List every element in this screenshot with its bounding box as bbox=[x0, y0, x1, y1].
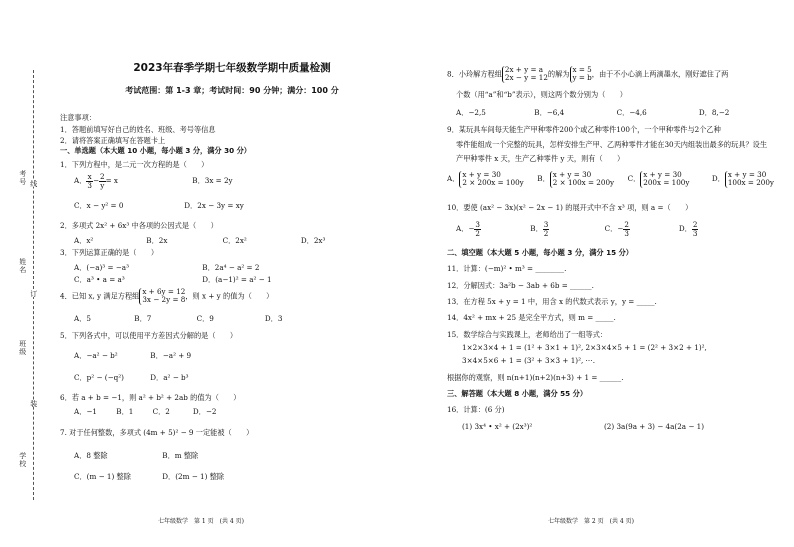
question-9-option-a: A． x + y = 30 2 × 200x = 100y bbox=[447, 170, 524, 188]
page-footer-left: 七年级数学 第 1 页 (共 4 页) bbox=[158, 518, 244, 525]
question-1-option-d: D．2x − 3y = xy bbox=[184, 201, 244, 210]
question-3-options-2 bbox=[74, 275, 272, 284]
question-11: 11．计算：(−m)² • m³ = ________. bbox=[447, 264, 567, 273]
question-8-stem: 8．小玲解方程组 2x + y = a 2x − y = 12 的解为 x = 5 y = b ，由于不小心滴上两滴墨水，刚好遮住了两 bbox=[447, 65, 729, 83]
question-8-option-a: A．−2,5 bbox=[456, 108, 486, 117]
question-6-stem: 6．若 a + b = −1，则 a² + b² + 2ab 的值为（ ） bbox=[60, 393, 241, 402]
question-15-line-2: 1×2×3×4 + 1 = (1² + 3×1 + 1)², 2×3×4×5 + 1 = (2² + 3×2 + 1)², bbox=[462, 343, 707, 352]
question-15-line-3: 3×4×5×6 + 1 = (3² + 3×3 + 1)², ⋯. bbox=[462, 356, 596, 365]
exam-title: 2023年春季学期七年级数学期中质量检测 bbox=[133, 62, 331, 74]
school-label: 学校 bbox=[18, 452, 27, 468]
question-9-line-3: 产甲种零件 x 天，生产乙种零件 y 天，则有（ ） bbox=[456, 154, 625, 163]
cut-line bbox=[33, 70, 34, 500]
question-15-line-1: 15．数学综合与实践课上，老师给出了一组等式： bbox=[447, 330, 608, 339]
question-10-stem: 10．要使 (ax² − 3x)(x² − 2x − 1) 的展开式中不含 x³ 项，则 a =（ ） bbox=[447, 203, 693, 212]
question-7-option-b: B．m 整除 bbox=[162, 451, 199, 460]
question-7-options bbox=[74, 451, 198, 460]
exam-number-label: 考号 bbox=[18, 170, 27, 186]
question-4-option-d: D．3 bbox=[264, 314, 283, 323]
notice-item: 2．请将答案正确填写在答题卡上 bbox=[60, 136, 166, 145]
question-10-option-a: A．− $\frac{3}{2}$ bbox=[456, 220, 480, 238]
question-1-options-2 bbox=[74, 201, 244, 210]
question-3-option-d: D．(a−1)² = a² − 1 bbox=[202, 275, 272, 284]
question-9-option-c: C． x + y = 30 200x = 100y bbox=[627, 170, 690, 188]
question-4-option-c: C．9 bbox=[196, 314, 214, 323]
question-7-options-2 bbox=[74, 472, 224, 481]
question-1-options bbox=[74, 173, 233, 189]
equation-system: 2x + y = a 2x − y = 12 bbox=[502, 66, 548, 83]
question-3-option-a: A．(−a)³ = −a³ bbox=[74, 263, 129, 272]
question-16-stem: 16．计算：(6 分) bbox=[447, 405, 505, 414]
question-13: 13．在方程 5x + y = 1 中，用含 x 的代数式表示 y，y = _____. bbox=[447, 297, 657, 306]
question-7-option-a: A．8 整除 bbox=[74, 451, 108, 460]
page-footer-right: 七年级数学 第 2 页 (共 4 页) bbox=[548, 518, 634, 525]
question-16-part-1: (1) 3x⁴ • x² + (2x³)² bbox=[462, 422, 533, 431]
question-5-option-a: A．−a² − b² bbox=[74, 351, 118, 360]
section-heading-single-choice: 一、单选题（本大题 10 小题，每小题 3 分，满分 30 分） bbox=[60, 146, 251, 155]
question-5-options-2 bbox=[74, 373, 189, 382]
question-7-option-c: C．(m − 1) 整除 bbox=[74, 472, 131, 481]
question-2-options bbox=[74, 236, 325, 245]
name-label: 姓名 bbox=[18, 258, 27, 274]
question-9-line-1: 9．某玩具车间每天能生产甲种零件200个或乙种零件100个，一个甲种零件与2个乙种 bbox=[447, 125, 721, 134]
question-15-line-4: 根据你的观察，则 n(n+1)(n+2)(n+3) + 1 = ______. bbox=[447, 373, 624, 382]
question-16-part-2: (2) 3a(9a + 3) − 4a(2a − 1) bbox=[604, 422, 705, 431]
question-8-option-c: C．−4,6 bbox=[616, 108, 647, 117]
question-1-stem: 1．下列方程中，是二元一次方程的是（ ） bbox=[60, 160, 209, 169]
section-heading-solve: 三、解答题（本大题 8 小题，满分 55 分） bbox=[447, 389, 588, 398]
question-9-option-b: B． x + y = 30 2 × 100x = 200y bbox=[537, 170, 615, 188]
question-5-options bbox=[74, 351, 191, 360]
question-8-option-d: D．8,−2 bbox=[698, 108, 730, 117]
question-4-option-b: B．7 bbox=[134, 314, 152, 323]
question-10-options bbox=[456, 221, 698, 237]
question-3-option-b: B．2a⁴ − a² = 2 bbox=[202, 263, 260, 272]
notice-item: 1．答题前填写好自己的姓名、班级、考号等信息 bbox=[60, 125, 216, 134]
cut-word-zhuang: 装 bbox=[29, 400, 38, 407]
question-9-line-2: 零件能组成一个完整的玩具，怎样安排生产甲、乙两种零件才能在30天内组装出最多的玩具？设生 bbox=[456, 140, 768, 149]
question-8-line-2: 个数（用“a”和“b”表示），则这两个数分别为（ ） bbox=[456, 90, 627, 99]
question-1-option-c: C．x − y² = 0 bbox=[74, 201, 124, 210]
question-5-option-c: C．p² − (−q²) bbox=[74, 373, 124, 382]
question-12: 12．分解因式：3a²b − 3ab + 6b = ______. bbox=[447, 281, 594, 290]
question-7-stem: 7. 对于任何整数，多项式 (4m + 5)² − 9 一定能被（ ） bbox=[60, 428, 254, 437]
equation-system: x + 6y = 12 3x − 2y = 8 bbox=[139, 288, 185, 305]
question-8-option-b: B．−6,4 bbox=[534, 108, 565, 117]
question-4-options bbox=[74, 314, 282, 323]
exam-subtitle: 考试范围：第 1-3 章；考试时间：90 分钟；满分：100 分 bbox=[125, 86, 339, 95]
fraction: $\frac{2}{y}$ bbox=[100, 172, 105, 190]
question-10-option-d: D． $\frac{2}{3}$ bbox=[678, 220, 698, 238]
question-5-option-d: D．a² − b³ bbox=[150, 373, 189, 382]
question-2-stem: 2．多项式 2x² + 6x³ 中各项的公因式是（ ） bbox=[60, 221, 218, 230]
question-2-option-c: C．2x² bbox=[222, 236, 247, 245]
question-4-stem: 4．已知 x, y 满足方程组 x + 6y = 12 3x − 2y = 8 ，则 x + y 的值为（ ） bbox=[60, 287, 274, 305]
fraction: $\frac{x}{3}$ bbox=[87, 172, 92, 190]
question-2-option-d: D．2x³ bbox=[300, 236, 326, 245]
section-heading-fill-blank: 二、填空题（本大题 5 小题，每小题 3 分，满分 15 分） bbox=[447, 248, 633, 257]
question-5-stem: 5．下列各式中，可以使用平方差因式分解的是（ ） bbox=[60, 331, 238, 340]
cut-word-xian: 线 bbox=[29, 180, 38, 187]
cut-word-ding: 订 bbox=[29, 290, 38, 297]
notice-heading: 注意事项： bbox=[60, 113, 96, 122]
question-6-option-a: A．−1 bbox=[74, 407, 97, 416]
class-label: 班级 bbox=[18, 340, 27, 356]
question-9-option-d: D． x + y = 30 100x = 200y bbox=[711, 170, 774, 188]
question-6-option-b: B．1 bbox=[116, 407, 134, 416]
solution-system: x = 5 y = b bbox=[570, 66, 592, 83]
question-3-option-c: C．a³ • a = a³ bbox=[74, 275, 125, 284]
question-1-option-a: A． $\frac{x}{3}$ − $\frac{2}{y}$ = x bbox=[74, 172, 118, 190]
question-8-options bbox=[456, 108, 729, 117]
question-3-stem: 3．下列运算正确的是（ ） bbox=[60, 248, 159, 257]
question-6-option-d: D．−2 bbox=[192, 407, 217, 416]
question-3-options bbox=[74, 263, 259, 272]
question-10-option-c: C．− $\frac{2}{3}$ bbox=[604, 220, 629, 238]
question-5-option-b: B．−a² + 9 bbox=[150, 351, 192, 360]
question-2-option-b: B．2x bbox=[146, 236, 168, 245]
question-14: 14．4x² + mx + 25 是完全平方式，则 m = _____. bbox=[447, 313, 616, 322]
question-7-option-d: D．(2m − 1) 整除 bbox=[162, 472, 225, 481]
question-9-options bbox=[447, 171, 774, 188]
question-2-option-a: A．x² bbox=[74, 236, 94, 245]
question-4-option-a: A．5 bbox=[74, 314, 91, 323]
question-1-option-b: B．3x = 2y bbox=[192, 176, 233, 186]
question-6-option-c: C．2 bbox=[152, 407, 170, 416]
question-6-options bbox=[74, 407, 216, 416]
question-10-option-b: B． $\frac{3}{2}$ bbox=[530, 220, 549, 238]
